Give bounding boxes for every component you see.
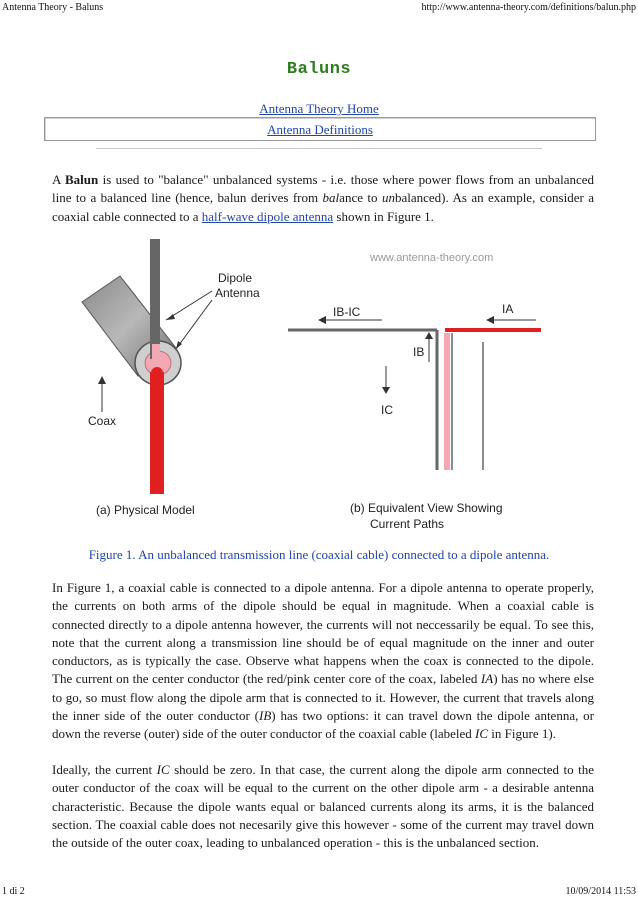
label-ic: IC	[381, 403, 393, 417]
page-title: Baluns	[286, 60, 352, 79]
arrowhead-ib-ic	[318, 316, 326, 324]
antenna-definitions-link[interactable]: Antenna Definitions	[267, 122, 373, 137]
label-ib-ic: IB-IC	[333, 305, 361, 319]
arrowhead-ia	[486, 316, 494, 324]
paragraph-balanced: Ideally, the current IC should be zero. In that case, the current along the dipole arm connected to the outer conductor of the coax will be equal to the current on the other dipole arm - a desirable antenna characteristic. Because the dipole wants equal or balanced currents along its arms, it is the balanced section. The coaxial cable does not necesarily give this however - some of the current may travel down the outside of the outer coax, leading to unbalanced operation - this is the unbalanced section.	[52, 762, 594, 851]
equivalent-view	[288, 302, 541, 531]
caption-physical-model: (a) Physical Model	[96, 503, 195, 517]
figure-caption: Figure 1. An unbalanced transmission line (coaxial cable) connected to a dipole antenna.	[88, 547, 550, 562]
label-ib: IB	[413, 345, 425, 359]
caption-equivalent-view-2: Current Paths	[370, 517, 445, 531]
page-number: 1 di 2	[2, 886, 25, 897]
dipole-upper-arm	[150, 239, 160, 359]
center-conductor	[151, 367, 163, 379]
intro-paragraph: A Balun is used to "balance" unbalanced systems - i.e. those where power flows from an unbalanced line to a balanced line (hence, balun derives from balance to unbalanced). As an example, consider a coaxial cable connected to a half-wave dipole antenna shown in Figure 1.	[52, 172, 595, 224]
label-ia: IA	[502, 302, 514, 316]
label-coax: Coax	[88, 414, 117, 428]
coax-pointer-arrowhead	[98, 376, 106, 384]
watermark-text: www.antenna-theory.com	[370, 252, 494, 264]
print-timestamp: 10/09/2014 11:53	[565, 886, 636, 897]
label-dipole: Dipole	[218, 271, 253, 285]
dipole-lower-arm	[150, 372, 164, 494]
caption-equivalent-view-1: (b) Equivalent View Showing	[350, 501, 503, 515]
inner-conductor-pink	[444, 333, 450, 470]
browser-page-title: Antenna Theory - Baluns	[2, 2, 104, 13]
figure-1	[52, 236, 592, 536]
antenna-theory-home-link[interactable]: Antenna Theory Home	[259, 101, 379, 116]
physical-model	[82, 239, 260, 517]
paragraph-currents: In Figure 1, a coaxial cable is connected to a dipole antenna. For a dipole antenna to operate properly, the currents on both arms of the dipole should be equal in magnitude. When a coaxial cable is connected directly to a dipole antenna however, the currents will not neccessarily be equal. To see this, note that the current along a transmission line should be of equal magnitude on the inner and outer conductors, as is typically the case. Observe what happens when the coax is connected to the dipole. The current on the center conductor (the red/pink center core of the coax, labeled IA) has no where else to go, so must flow along the dipole arm that is connected to it. However, the current that travels along the inner side of the outer conductor (IB) has two options: it can travel down the dipole antenna, or down the reverse (outer) side of the outer conductor of the coaxial cable (labeled IC in Figure 1).	[52, 580, 594, 742]
arrowhead-ib	[425, 332, 433, 339]
half-wave-dipole-link[interactable]: half-wave dipole antenna	[201, 208, 334, 224]
balun-term: Balun	[65, 172, 99, 187]
dipole-pointer-arrow-2	[176, 300, 212, 349]
label-antenna: Antenna	[215, 286, 260, 300]
arrowhead-ic	[382, 387, 390, 394]
browser-url: http://www.antenna-theory.com/definitions/balun.php	[421, 2, 636, 13]
definitions-nav-box	[44, 117, 596, 141]
divider	[96, 148, 542, 149]
